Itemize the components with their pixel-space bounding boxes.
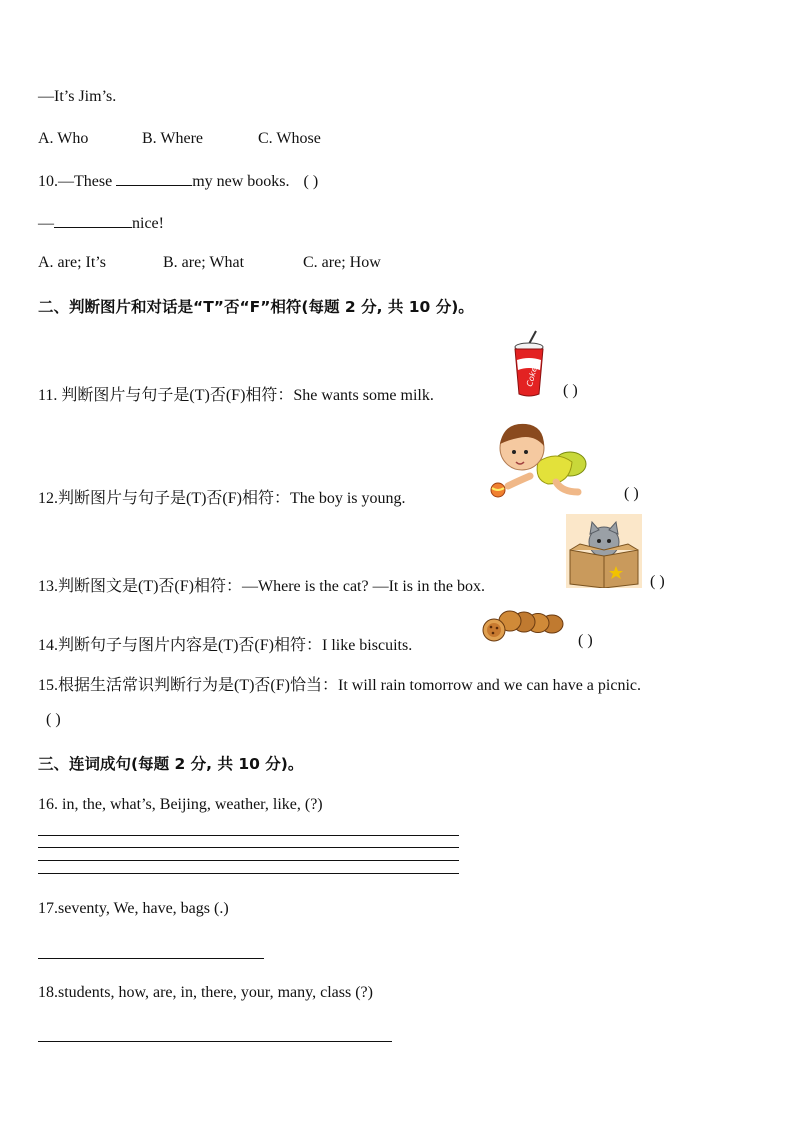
cola-cup-icon (508, 330, 550, 398)
q10-answer-paren[interactable]: ( ) (303, 173, 319, 190)
q10-blank-2[interactable] (54, 213, 132, 228)
q17-answer-line[interactable] (38, 958, 264, 959)
q9-option-c: C. Whose (258, 130, 321, 147)
q11-answer-paren[interactable]: ( ) (563, 382, 578, 399)
q10-option-a: A. are; It’s (38, 254, 106, 271)
q15-answer-paren[interactable]: ( ) (46, 711, 61, 728)
q16-answer-line-1[interactable] (38, 835, 459, 836)
q14-text: 14.判断句子与图片内容是(T)否(F)相符：I like biscuits. (38, 637, 413, 654)
q10-line1 (38, 171, 318, 191)
q13-answer-paren[interactable]: ( ) (650, 573, 665, 590)
q10-text: my new books. (192, 173, 290, 190)
q16-text: 16. in, the, what’s, Beijing, weather, like, (?) (38, 796, 323, 813)
q16-answer-line-2[interactable] (38, 847, 459, 848)
cat-in-box-image (566, 514, 642, 588)
section-3-heading: 三、连词成句(每题 2 分, 共 10 分)。 (38, 755, 304, 773)
q16-answer-line-3[interactable] (38, 860, 459, 861)
q10-line2 (38, 213, 164, 233)
q9-option-b: B. Where (142, 130, 204, 147)
q17-text: 17.seventy, We, have, bags (.) (38, 900, 229, 917)
q16-answer-line-4[interactable] (38, 873, 459, 874)
q15-text: 15.根据生活常识判断行为是(T)否(F)恰当：It will rain tomorrow and we can have a picnic. (38, 677, 641, 694)
biscuits-image (482, 606, 564, 646)
q18-answer-line[interactable] (38, 1041, 392, 1042)
q9-reply: —It’s Jim’s. (38, 88, 117, 105)
baby-crawling-image (486, 418, 590, 500)
section-2-heading: 二、判断图片和对话是“T”否“F”相符(每题 2 分, 共 10 分)。 (38, 298, 474, 316)
q12-text: 12.判断图片与句子是(T)否(F)相符：The boy is young. (38, 490, 406, 507)
q11-text: 11. 判断图片与句子是(T)否(F)相符：She wants some milk. (38, 387, 434, 404)
q10-reply-text: nice! (132, 215, 164, 232)
q9-option-a: A. Who (38, 130, 89, 147)
q10-option-c: C. are; How (303, 254, 381, 271)
q10-reply-dash: — (38, 215, 54, 232)
cola-label: Coke (524, 365, 539, 388)
q10-option-b: B. are; What (163, 254, 245, 271)
q10-number: 10.—These (38, 173, 113, 190)
q13-text: 13.判断图文是(T)否(F)相符：—Where is the cat? —It is in the box. (38, 578, 486, 595)
q18-text: 18.students, how, are, in, there, your, many, class (?) (38, 984, 373, 1001)
q12-answer-paren[interactable]: ( ) (624, 485, 639, 502)
q14-answer-paren[interactable]: ( ) (578, 632, 593, 649)
q10-blank-1[interactable] (116, 171, 192, 186)
